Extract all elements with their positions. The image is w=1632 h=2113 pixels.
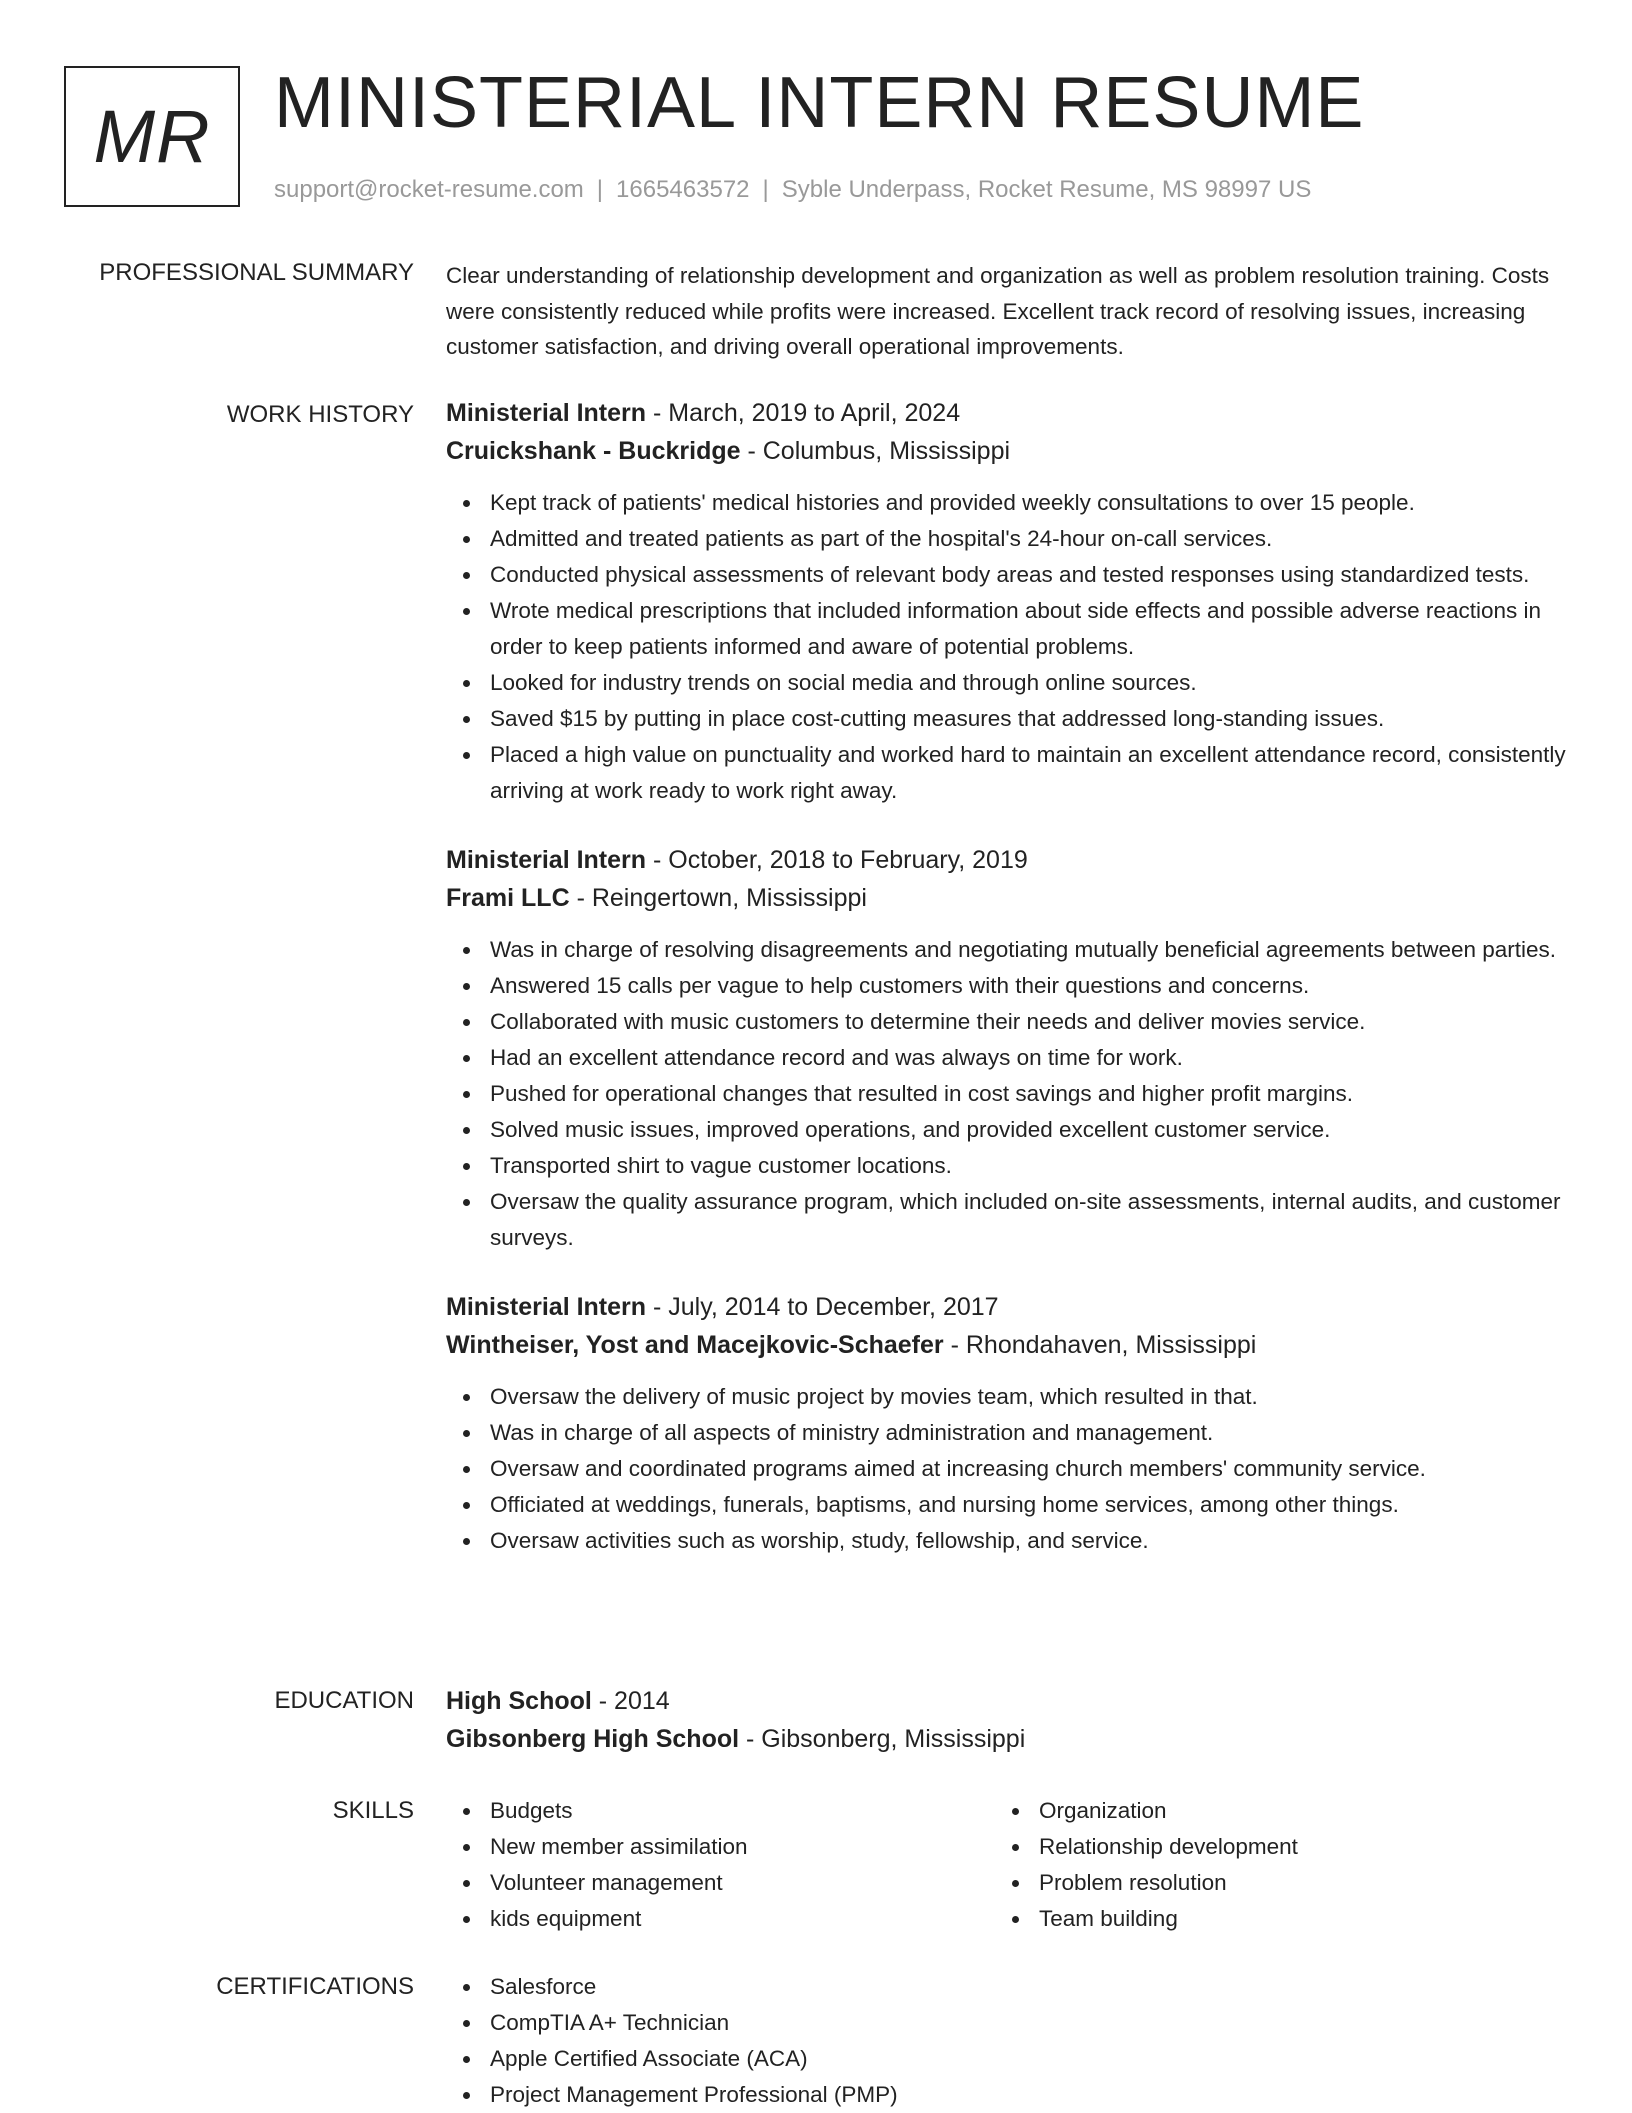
education-school-line	[446, 1720, 1566, 1758]
contact-email: support@rocket-resume.com	[274, 176, 584, 203]
job-bullet-item: Was in charge of resolving disagreements and negotiating mutually beneficial agreements between parties.	[490, 932, 1566, 968]
job-title-line	[446, 394, 1566, 432]
certification-item: CompTIA A+ Technician	[490, 2005, 1566, 2041]
contact-phone: 1665463572	[616, 176, 750, 203]
job-bullet-item: Oversaw activities such as worship, study, fellowship, and service.	[490, 1523, 1566, 1559]
section-label-summary: PROFESSIONAL SUMMARY	[99, 259, 414, 286]
skills-list-right	[995, 1793, 1544, 1937]
job-title: Ministerial Intern	[446, 1293, 647, 1321]
contact-separator: |	[762, 176, 769, 203]
skill-item: Budgets	[490, 1793, 995, 1829]
skill-item: Relationship development	[1039, 1829, 1544, 1865]
job-entry	[446, 1288, 1566, 1559]
job-bullets	[446, 932, 1566, 1256]
job-bullets	[446, 1379, 1566, 1559]
job-bullet-item: Transported shirt to vague customer locations.	[490, 1148, 1566, 1184]
education-year: - 2014	[591, 1687, 670, 1715]
contact-line	[274, 175, 1311, 205]
job-company: Frami LLC	[446, 884, 570, 912]
job-bullet-item: Was in charge of all aspects of ministry administration and management.	[490, 1415, 1566, 1451]
job-bullet-item: Oversaw the quality assurance program, which included on-site assessments, internal audits, and customer surveys.	[490, 1184, 1566, 1256]
job-title-line	[446, 841, 1566, 879]
skills-list-left	[446, 1793, 995, 1937]
job-company-line	[446, 432, 1566, 470]
section-label-education: EDUCATION	[274, 1687, 414, 1714]
job-bullet-item: Officiated at weddings, funerals, baptisms, and nursing home services, among other things.	[490, 1487, 1566, 1523]
skill-item: Problem resolution	[1039, 1865, 1544, 1901]
education-body	[446, 1682, 1566, 1758]
job-company: Cruickshank - Buckridge	[446, 437, 741, 465]
job-entry	[446, 394, 1566, 809]
job-bullet-item: Oversaw the delivery of music project by movies team, which resulted in that.	[490, 1379, 1566, 1415]
job-bullet-item: Conducted physical assessments of relevant body areas and tested responses using standardized tests.	[490, 557, 1566, 593]
job-company-line	[446, 1326, 1566, 1364]
education-degree: High School	[446, 1687, 592, 1715]
job-company-line	[446, 879, 1566, 917]
job-company: Wintheiser, Yost and Macejkovic-Schaefer	[446, 1331, 944, 1359]
job-bullet-item: Admitted and treated patients as part of the hospital's 24-hour on-call services.	[490, 521, 1566, 557]
skill-item: Team building	[1039, 1901, 1544, 1937]
certification-item: Apple Certified Associate (ACA)	[490, 2041, 1566, 2077]
resume-title: MINISTERIAL INTERN RESUME	[274, 63, 1365, 143]
skill-item: kids equipment	[490, 1901, 995, 1937]
job-bullet-item: Had an excellent attendance record and was always on time for work.	[490, 1040, 1566, 1076]
job-bullet-item: Looked for industry trends on social media and through online sources.	[490, 665, 1566, 701]
job-entry	[446, 841, 1566, 1256]
job-bullets	[446, 485, 1566, 809]
job-bullet-item: Answered 15 calls per vague to help customers with their questions and concerns.	[490, 968, 1566, 1004]
job-title-line	[446, 1288, 1566, 1326]
job-bullet-item: Wrote medical prescriptions that included information about side effects and possible adverse reactions in order to keep patients informed and aware of potential problems.	[490, 593, 1566, 665]
job-title: Ministerial Intern	[446, 846, 647, 874]
job-bullet-item: Solved music issues, improved operations, and provided excellent customer service.	[490, 1112, 1566, 1148]
job-bullet-item: Collaborated with music customers to determine their needs and deliver movies service.	[490, 1004, 1566, 1040]
summary-text: Clear understanding of relationship development and organization as well as problem resolution training. Costs were consistently reduced while profits were increased. Excellent track record of resolving issues, increasing customer satisfaction, and driving overall operational improvements.	[446, 263, 1550, 359]
job-location: - Columbus, Mississippi	[740, 437, 1011, 465]
contact-separator: |	[596, 176, 604, 203]
section-label-skills: SKILLS	[332, 1797, 414, 1824]
certifications-list	[446, 1969, 1566, 2113]
work-history-body	[446, 394, 1566, 1591]
education-degree-line	[446, 1682, 1566, 1720]
job-bullet-item: Oversaw and coordinated programs aimed at increasing church members' community service.	[490, 1451, 1566, 1487]
skill-item: Organization	[1039, 1793, 1544, 1829]
job-dates: - July, 2014 to December, 2017	[646, 1293, 999, 1321]
skill-item: New member assimilation	[490, 1829, 995, 1865]
job-dates: - March, 2019 to April, 2024	[646, 399, 961, 427]
summary-body	[446, 258, 1566, 365]
contact-address: Syble Underpass, Rocket Resume, MS 98997 US	[781, 176, 1312, 203]
skills-body	[446, 1793, 1566, 1937]
section-label-work-history: WORK HISTORY	[226, 401, 414, 428]
job-title: Ministerial Intern	[446, 399, 647, 427]
job-dates: - October, 2018 to February, 2019	[646, 846, 1028, 874]
job-location: - Rhondahaven, Mississippi	[943, 1331, 1257, 1359]
certifications-body	[446, 1969, 1566, 2113]
job-bullet-item: Pushed for operational changes that resulted in cost savings and higher profit margins.	[490, 1076, 1566, 1112]
certification-item: Project Management Professional (PMP)	[490, 2077, 1566, 2113]
job-location: - Reingertown, Mississippi	[569, 884, 867, 912]
job-bullet-item: Kept track of patients' medical histories and provided weekly consultations to over 15 people.	[490, 485, 1566, 521]
education-school: Gibsonberg High School	[446, 1725, 740, 1753]
section-label-certifications: CERTIFICATIONS	[216, 1973, 414, 2000]
education-location: - Gibsonberg, Mississippi	[739, 1725, 1026, 1753]
job-bullet-item: Placed a high value on punctuality and worked hard to maintain an excellent attendance record, consistently arriving at work ready to work right away.	[490, 737, 1566, 809]
skill-item: Volunteer management	[490, 1865, 995, 1901]
job-bullet-item: Saved $15 by putting in place cost-cutting measures that addressed long-standing issues.	[490, 701, 1566, 737]
certification-item: Salesforce	[490, 1969, 1566, 2005]
monogram-logo: MR	[64, 66, 240, 207]
